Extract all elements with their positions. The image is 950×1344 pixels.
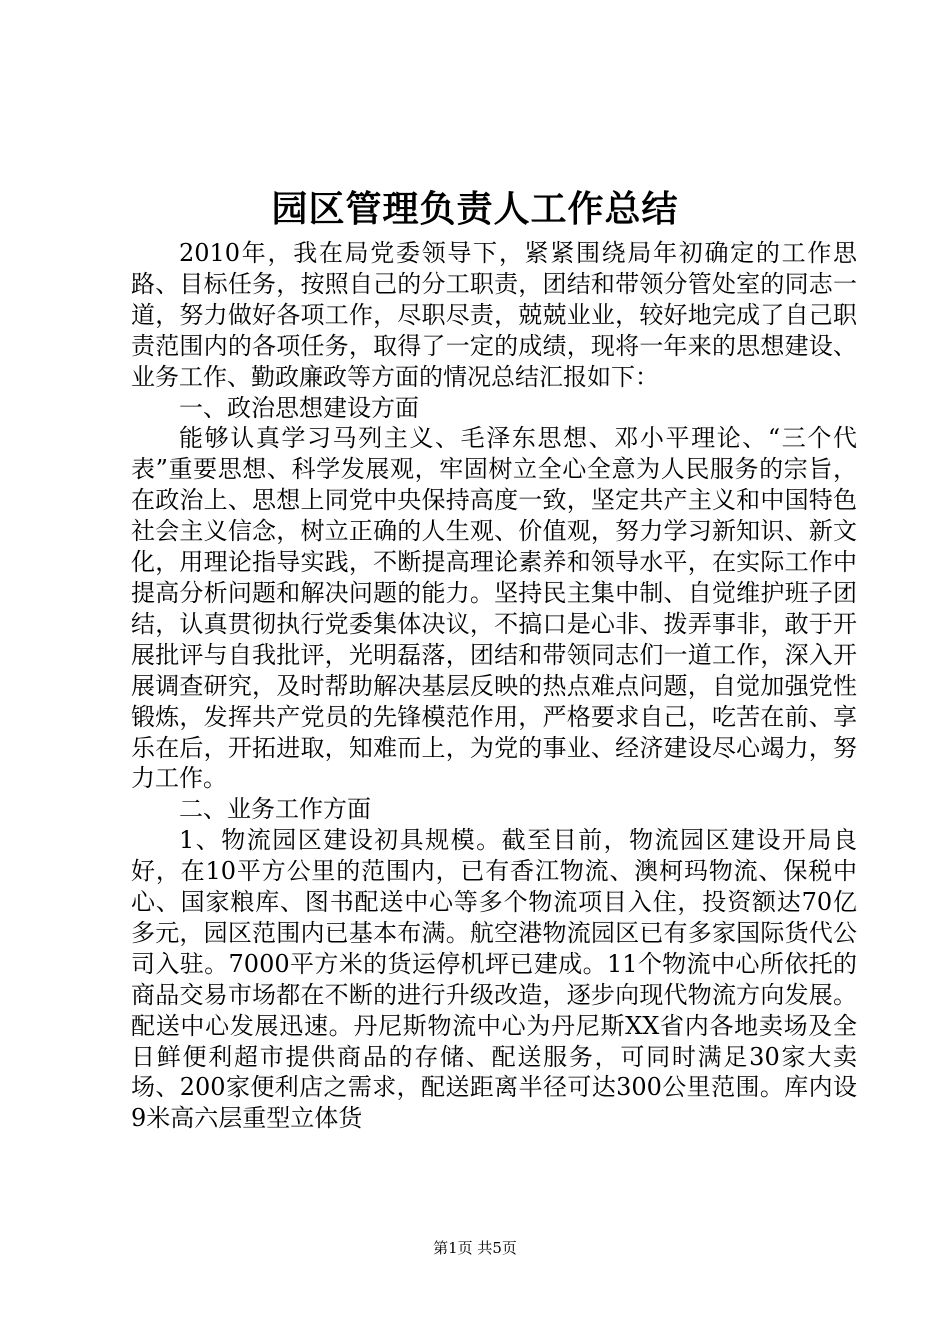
document-body bbox=[131, 238, 857, 1134]
paragraph-political: 能够认真学习马列主义、毛泽东思想、邓小平理论、“三个代表”重要思想、科学发展观，牢固树立全心全意为人民服务的宗旨，在政治上、思想上同党中央保持高度一致，坚定共产主义和中国特色社会主义信念，树立正确的人生观、价值观，努力学习新知识、新文化，用理论指导实践，不断提高理论素养和领导水平，在实际工作中提高分析问题和解决问题的能力。坚持民主集中制、自觉维护班子团结，认真贯彻执行党委集体决议，不搞口是心非、拨弄事非，敢于开展批评与自我批评，光明磊落，团结和带领同志们一道工作，深入开展调查研究，及时帮助解决基层反映的热点难点问题，自觉加强党性锻炼，发挥共产党员的先锋模范作用，严格要求自己，吃苦在前、享乐在后，开拓进取，知难而上，为党的事业、经济建设尽心竭力，努力工作。 bbox=[131, 424, 857, 793]
paragraph-logistics: 1、物流园区建设初具规模。截至目前，物流园区建设开局良好，在10平方公里的范围内，已有香江物流、澳柯玛物流、保税中心、国家粮库、图书配送中心等多个物流项目入住，投资额达70亿多元，园区范围内已基本布满。航空港物流园区已有多家国际货代公司入驻。7000平方米的货运停机坪已建成。11个物流中心所依托的商品交易市场都在不断的进行升级改造，逐步向现代物流方向发展。配送中心发展迅速。丹尼斯物流中心为丹尼斯XX省内各地卖场及全日鲜便利超市提供商品的存储、配送服务，可同时满足30家大卖场、200家便利店之需求，配送距离半径可达300公里范围。库内设9米高六层重型立体货 bbox=[131, 826, 857, 1133]
section-heading-business: 二、业务工作方面 bbox=[179, 795, 371, 824]
document-title: 园区管理负责人工作总结 bbox=[271, 188, 679, 230]
page-footer: 第1页 共5页 bbox=[433, 1239, 517, 1257]
section-heading-political: 一、政治思想建设方面 bbox=[179, 393, 419, 422]
paragraph-intro: 2010年，我在局党委领导下，紧紧围绕局年初确定的工作思路、目标任务，按照自己的分工职责，团结和带领分管处室的同志一道，努力做好各项工作，尽职尽责，兢兢业业，较好地完成了自己职责范围内的各项任务，取得了一定的成绩，现将一年来的思想建设、业务工作、勤政廉政等方面的情况总结汇报如下： bbox=[131, 239, 857, 391]
